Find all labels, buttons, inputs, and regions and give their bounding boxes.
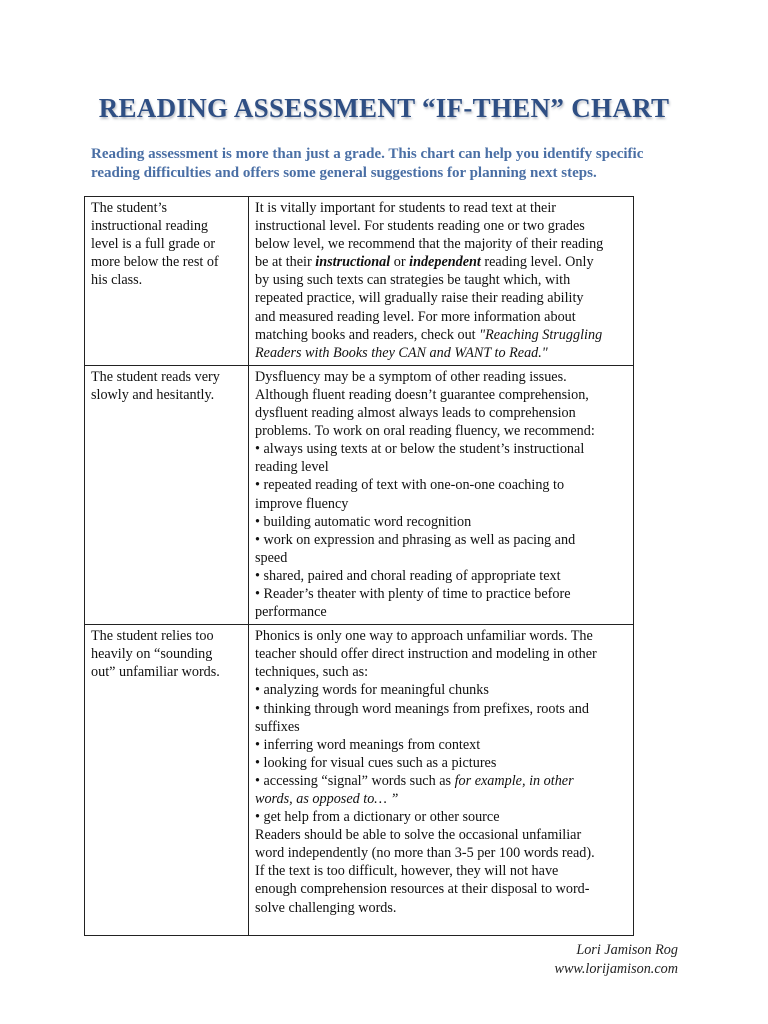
if-text-line: The student’s bbox=[91, 200, 168, 216]
signal-words-examples: for example, in other bbox=[454, 772, 574, 789]
bullet-item: • get help from a dictionary or other source bbox=[255, 809, 500, 826]
text-run: matching books and readers, check out bbox=[255, 326, 480, 343]
then-text-line: dysfluent reading almost always leads to comprehension bbox=[255, 405, 576, 422]
bullet-continuation bbox=[255, 790, 628, 808]
text-run: or bbox=[390, 254, 410, 271]
then-text-line: instructional level. For students reading one or two grades bbox=[255, 218, 585, 235]
then-text-line: teacher should offer direct instruction and modeling in other bbox=[255, 646, 597, 663]
author-website: www.lorijamison.com bbox=[554, 961, 678, 977]
text-run: • accessing “signal” words such as bbox=[255, 772, 455, 789]
bullet-item: • Reader’s theater with plenty of time to practice before bbox=[255, 585, 571, 602]
then-text-line: word independently (no more than 3-5 per 100 words read). bbox=[255, 845, 595, 862]
if-text-line: instructional reading bbox=[91, 218, 209, 235]
bullet-item: • shared, paired and choral reading of appropriate text bbox=[255, 567, 561, 584]
bullet-item: • analyzing words for meaningful chunks bbox=[255, 682, 489, 699]
if-text-line: The student relies too bbox=[91, 628, 214, 645]
then-text-line: techniques, such as: bbox=[255, 664, 369, 681]
book-title-reference: Readers with Books they CAN and WANT to Read." bbox=[255, 344, 548, 361]
table-row bbox=[85, 197, 634, 366]
then-text-line: solve challenging words. bbox=[255, 899, 397, 916]
then-text-line: and measured reading level. For more information about bbox=[255, 308, 576, 325]
text-run: reading level. Only bbox=[480, 254, 594, 271]
if-text-line: The student reads very bbox=[91, 368, 220, 385]
document-title: READING ASSESSMENT “IF-THEN” CHART bbox=[98, 93, 670, 123]
then-text-line: It is vitally important for students to read text at their bbox=[255, 200, 557, 216]
if-text-line: heavily on “sounding bbox=[91, 646, 213, 663]
then-cell bbox=[249, 365, 634, 624]
emphasis-instructional: instructional bbox=[315, 254, 391, 271]
then-text-line: If the text is too difficult, however, they will not have bbox=[255, 863, 559, 880]
bullet-item: • thinking through word meanings from prefixes, roots and bbox=[255, 700, 589, 717]
then-text-line: problems. To work on oral reading fluency, we recommend: bbox=[255, 423, 595, 440]
then-text-line: Readers should be able to solve the occasional unfamiliar bbox=[255, 827, 582, 844]
author-name: Lori Jamison Rog bbox=[576, 942, 678, 958]
bullet-continuation: improve fluency bbox=[255, 495, 349, 512]
bullet-item: • work on expression and phrasing as well as pacing and bbox=[255, 531, 576, 548]
then-text-line bbox=[255, 344, 628, 362]
bullet-item: • building automatic word recognition bbox=[255, 513, 472, 530]
if-cell bbox=[85, 625, 249, 936]
table-row bbox=[85, 625, 634, 936]
emphasis-independent: independent bbox=[409, 254, 481, 271]
intro-paragraph bbox=[91, 145, 691, 183]
then-text-line bbox=[255, 326, 628, 344]
bullet-item: • inferring word meanings from context bbox=[255, 736, 481, 753]
intro-line: Reading assessment is more than just a grade. This chart can help you identify specific bbox=[91, 146, 644, 162]
if-text-line: his class. bbox=[91, 272, 143, 289]
if-text-line: out” unfamiliar words. bbox=[91, 664, 220, 681]
bullet-item: • looking for visual cues such as a pictures bbox=[255, 754, 497, 771]
then-text-line: by using such texts can strategies be taught which, with bbox=[255, 272, 571, 289]
if-cell bbox=[85, 365, 249, 624]
then-text-line: enough comprehension resources at their disposal to word- bbox=[255, 881, 590, 898]
bullet-continuation: speed bbox=[255, 549, 288, 566]
bullet-item: • always using texts at or below the student’s instructional bbox=[255, 441, 585, 458]
then-text-line: Although fluent reading doesn’t guarantee comprehension, bbox=[255, 386, 589, 403]
bullet-item bbox=[255, 772, 628, 790]
intro-line: reading difficulties and offers some general suggestions for planning next steps. bbox=[91, 165, 597, 181]
then-text-line bbox=[255, 253, 628, 271]
bullet-item: • repeated reading of text with one-on-one coaching to bbox=[255, 477, 565, 494]
then-text-line: Dysfluency may be a symptom of other reading issues. bbox=[255, 368, 567, 385]
then-text-line: below level, we recommend that the majority of their reading bbox=[255, 236, 604, 253]
table-row bbox=[85, 365, 634, 624]
author-signature bbox=[555, 941, 679, 979]
bullet-continuation: suffixes bbox=[255, 718, 300, 735]
if-cell bbox=[85, 197, 249, 366]
text-run: be at their bbox=[255, 254, 316, 271]
if-text-line: slowly and hesitantly. bbox=[91, 386, 215, 403]
then-cell bbox=[249, 197, 634, 366]
if-text-line: more below the rest of bbox=[91, 254, 219, 271]
if-text-line: level is a full grade or bbox=[91, 236, 216, 253]
if-then-table bbox=[84, 196, 634, 936]
bullet-continuation: reading level bbox=[255, 459, 329, 476]
then-text-line: repeated practice, will gradually raise their reading ability bbox=[255, 290, 584, 307]
then-text-line: Phonics is only one way to approach unfamiliar words. The bbox=[255, 628, 593, 645]
signal-words-examples: words, as opposed to… ” bbox=[255, 791, 399, 807]
bullet-continuation: performance bbox=[255, 604, 327, 621]
book-title-reference: "Reaching Struggling bbox=[479, 326, 603, 343]
then-cell bbox=[249, 625, 634, 936]
